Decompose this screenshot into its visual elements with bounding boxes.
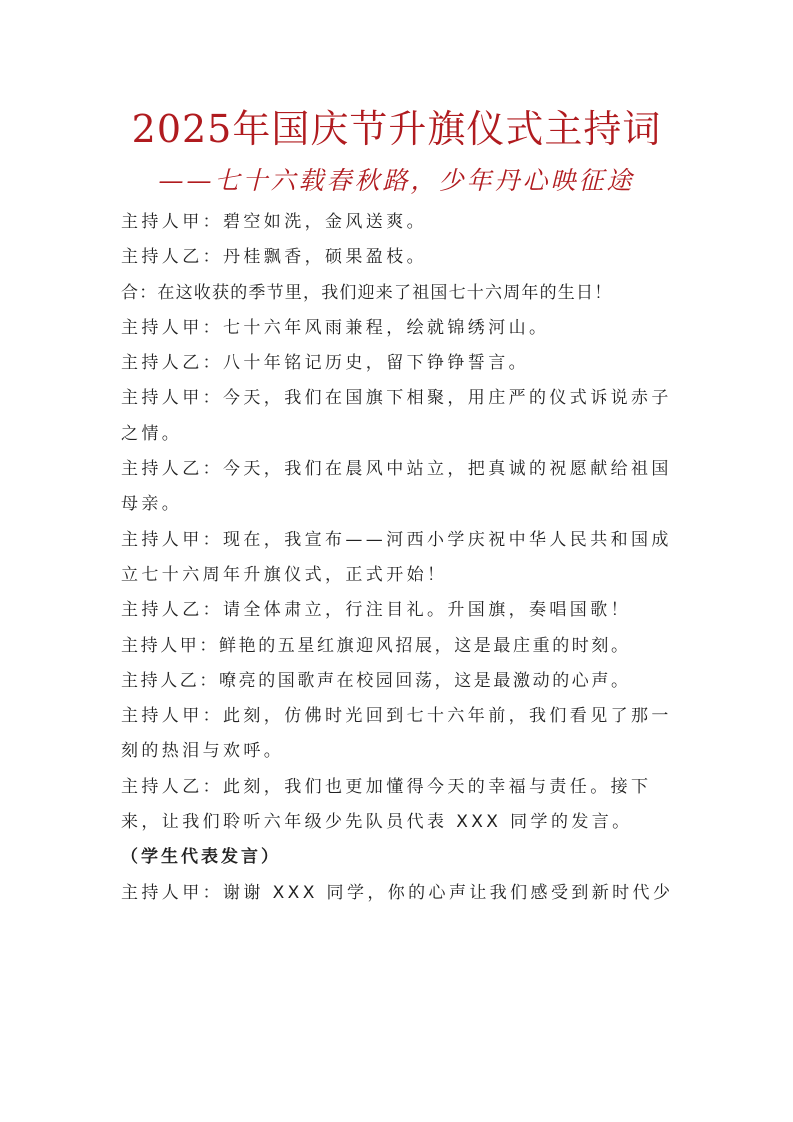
document-body: [121, 205, 677, 911]
script-line: 合：在这收获的季节里，我们迎来了祖国七十六周年的生日！: [121, 282, 613, 303]
document-title: 2025年国庆节升旗仪式主持词: [131, 107, 662, 151]
script-line: 主持人乙：丹桂飘香，硕果盈枝。: [121, 247, 427, 268]
script-line: 主持人乙：嘹亮的国歌声在校园回荡，这是最激动的心声。: [121, 670, 631, 691]
script-line: 主持人甲：碧空如洗，金风送爽。: [121, 212, 427, 232]
document-subtitle: ——七十六载春秋路，少年丹心映征途: [158, 166, 635, 195]
script-line: 主持人甲：谢谢 XXX 同学，你的心声让我们感受到新时代少: [121, 882, 674, 903]
script-line: 主持人甲：现在，我宣布——河西小学庆祝中华人民共和国成立七十六周年升旗仪式，正式开始！: [121, 529, 672, 585]
script-line: 主持人甲：七十六年风雨兼程，绘就锦绣河山。: [121, 317, 550, 338]
script-line: 主持人甲：此刻，仿佛时光回到七十六年前，我们看见了那一刻的热泪与欢呼。: [121, 706, 672, 762]
script-line: 主持人乙：请全体肃立，行注目礼。升国旗，奏唱国歌！: [121, 600, 631, 621]
script-line: 主持人乙：此刻，我们也更加懂得今天的幸福与责任。接下来，让我们聆听六年级少先队员代表 XXX 同学的发言。: [121, 776, 652, 833]
script-line: 主持人乙：八十年铭记历史，留下铮铮誓言。: [121, 353, 529, 374]
script-line: 主持人乙：今天，我们在晨风中站立，把真诚的祝愿献给祖国母亲。: [121, 459, 672, 515]
script-line: 主持人甲：今天，我们在国旗下相聚，用庄严的仪式诉说赤子之情。: [121, 388, 672, 444]
script-line: 主持人甲：鲜艳的五星红旗迎风招展，这是最庄重的时刻。: [121, 635, 631, 656]
stage-direction: （学生代表发言）: [121, 847, 281, 868]
